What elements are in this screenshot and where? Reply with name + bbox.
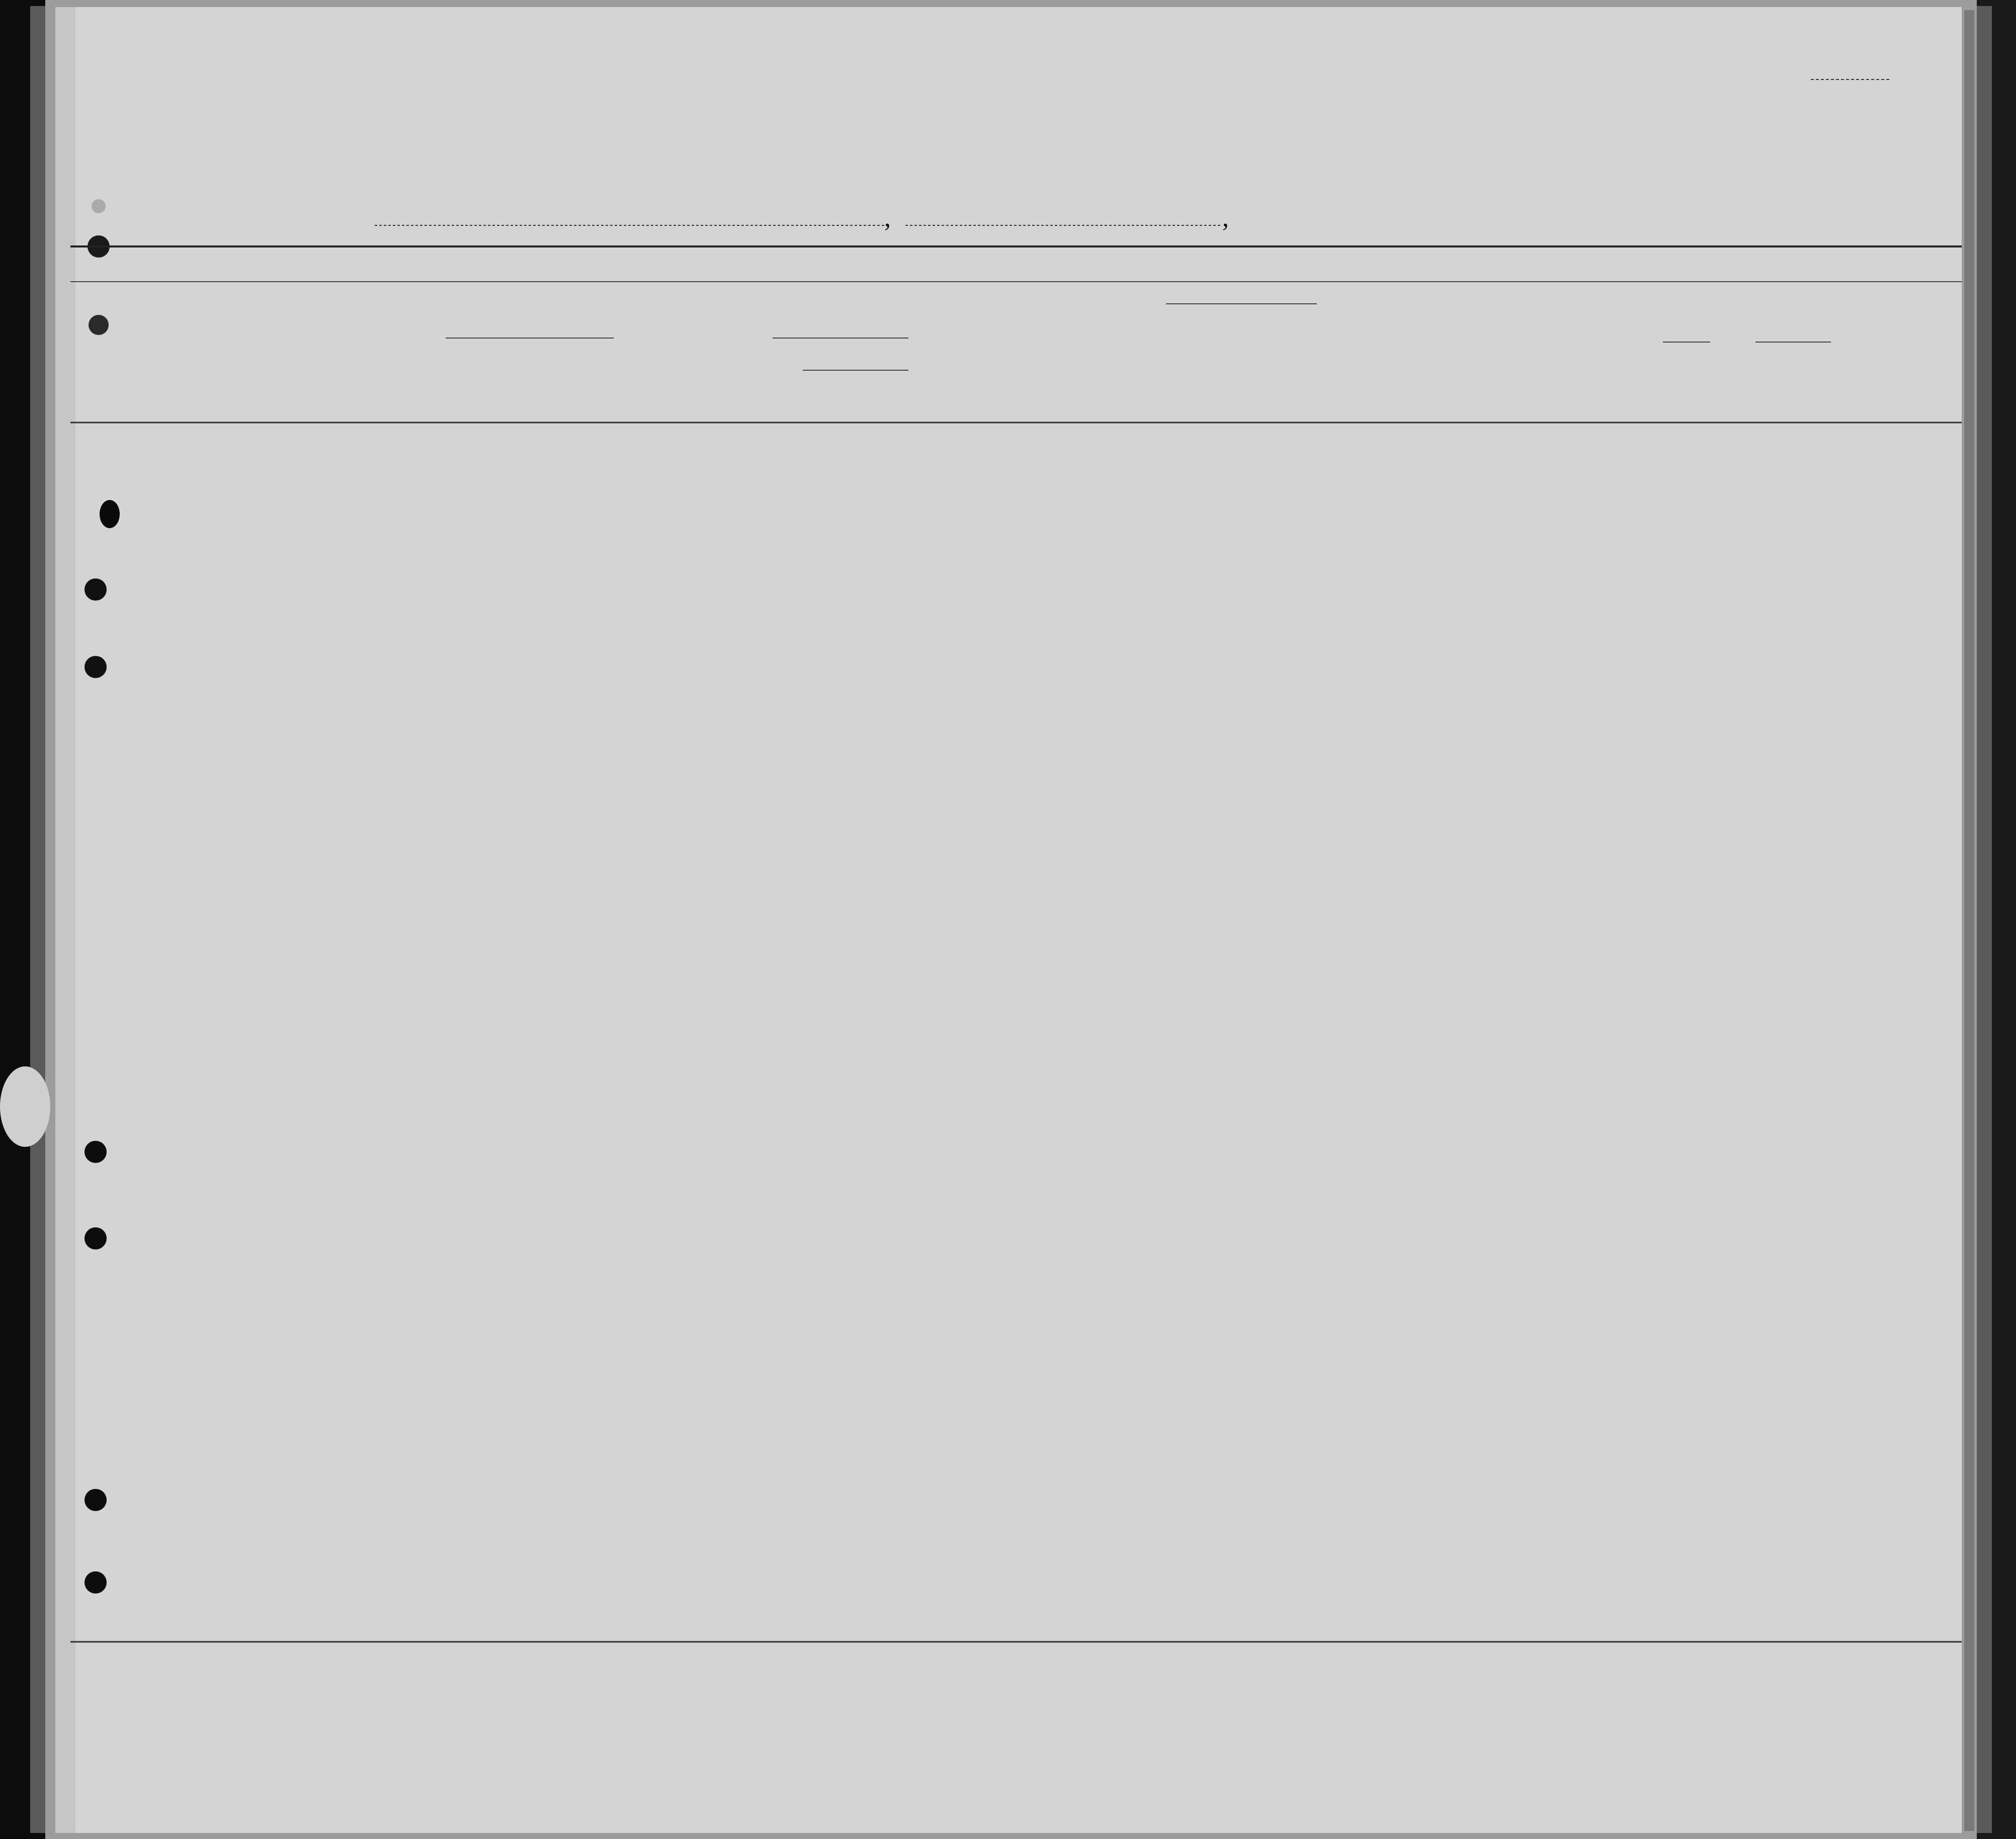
binding-hole: [85, 1141, 107, 1163]
paper: [55, 7, 1962, 1833]
torn-edge: [0, 1066, 50, 1147]
binding-hole: [89, 315, 109, 335]
comma-2: ,: [1222, 204, 1229, 232]
binding-hole: [85, 1489, 107, 1511]
binding-shadow: [55, 7, 75, 1833]
binding-hole: [92, 199, 106, 213]
page-stack-edge: [1964, 10, 1974, 1831]
comma: ,: [884, 204, 891, 232]
binding-hole: [85, 578, 107, 601]
binding-hole: [100, 500, 120, 528]
binding-hole: [85, 656, 107, 678]
binding-hole: [85, 1227, 107, 1249]
binding-hole: [85, 1571, 107, 1594]
